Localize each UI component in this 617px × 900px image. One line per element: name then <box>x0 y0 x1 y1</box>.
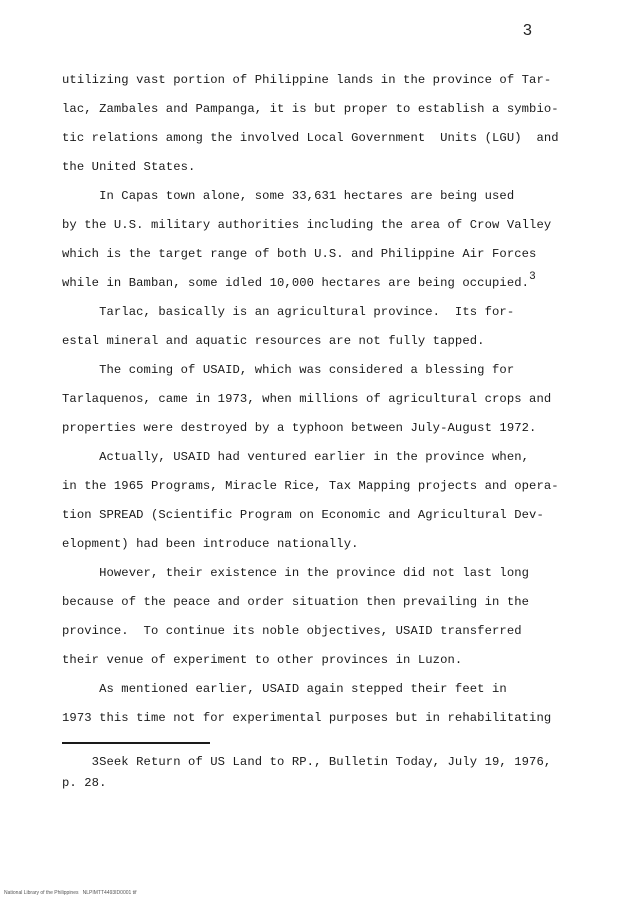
footnote-marker: 3 <box>529 271 536 283</box>
footnote-line: 3Seek Return of US Land to RP., Bulletin Today, July 19, 1976, <box>62 755 552 769</box>
archive-footer: National Library of the Philippines NLPIMTT4493ID0001 tif <box>4 890 137 896</box>
body-line: Actually, USAID had ventured earlier in the province when, <box>62 450 530 464</box>
body-line: their venue of experiment to other provinces in Luzon. <box>62 653 463 667</box>
page-number: 3 <box>523 22 532 39</box>
body-line: the United States. <box>62 160 196 174</box>
body-line: utilizing vast portion of Philippine lands in the province of Tar- <box>62 73 552 87</box>
body-line: However, their existence in the province did not last long <box>62 566 530 580</box>
footnote-line: p. 28. <box>62 776 107 790</box>
body-line: Tarlac, basically is an agricultural province. Its for- <box>62 305 515 319</box>
body-line: Tarlaquenos, came in 1973, when millions of agricultural crops and <box>62 392 552 406</box>
body-line: province. To continue its noble objectives, USAID transferred <box>62 624 522 638</box>
body-line: because of the peace and order situation then prevailing in the <box>62 595 530 609</box>
body-line: In Capas town alone, some 33,631 hectares are being used <box>62 189 515 203</box>
body-line: properties were destroyed by a typhoon between July-August 1972. <box>62 421 537 435</box>
body-line: As mentioned earlier, USAID again stepped their feet in <box>62 682 507 696</box>
body-line: in the 1965 Programs, Miracle Rice, Tax Mapping projects and opera- <box>62 479 559 493</box>
body-line: by the U.S. military authorities including the area of Crow Valley <box>62 218 552 232</box>
body-line: tion SPREAD (Scientific Program on Economic and Agricultural Dev- <box>62 508 544 522</box>
body-line: 1973 this time not for experimental purposes but in rehabilitating <box>62 711 552 725</box>
body-line: The coming of USAID, which was considered a blessing for <box>62 363 515 377</box>
body-line-text: while in Bamban, some idled 10,000 hectares are being occupied. <box>62 276 530 290</box>
body-line: tic relations among the involved Local Government Units (LGU) and <box>62 131 559 145</box>
body-line: lac, Zambales and Pampanga, it is but proper to establish a symbio- <box>62 102 559 116</box>
body-line-with-ref <box>62 271 536 290</box>
body-line: elopment) had been introduce nationally. <box>62 537 359 551</box>
footnote-divider <box>62 742 210 744</box>
body-line: estal mineral and aquatic resources are not fully tapped. <box>62 334 485 348</box>
body-line: which is the target range of both U.S. and Philippine Air Forces <box>62 247 537 261</box>
